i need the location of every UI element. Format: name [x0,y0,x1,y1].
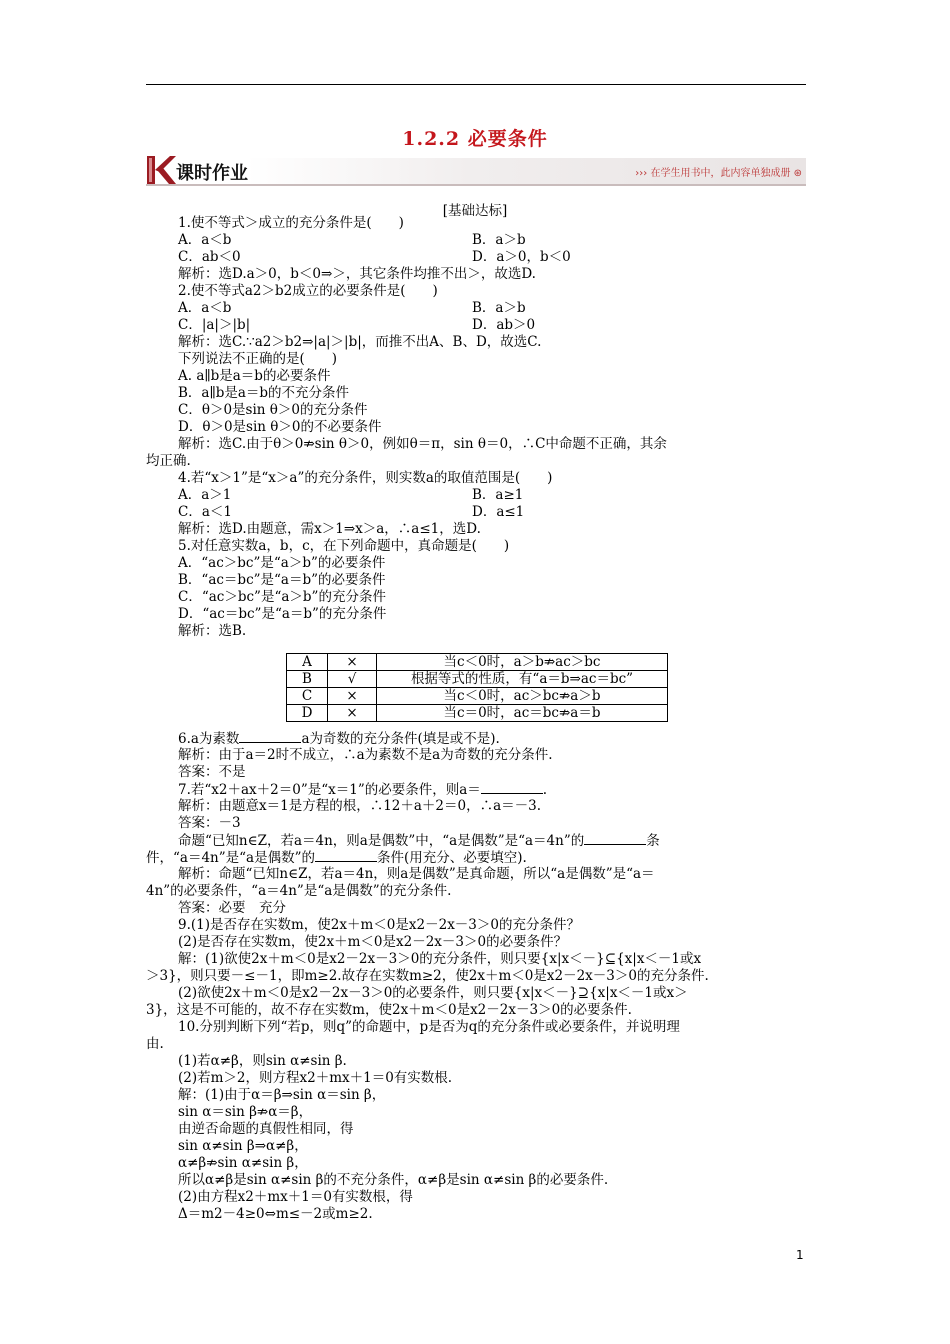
q4-option-d: D．a≤1 [472,504,525,520]
q9-solution-2-cont: 3}，这是不可能的，故不存在实数m，使2x＋m＜0是x2－2x－3＞0的必要条件. [146,1002,632,1018]
table-cell: × [328,688,377,705]
q8-stem-part2: 条 [646,833,660,849]
fill-blank [584,832,646,845]
q1-option-b: B．a＞b [472,232,526,248]
banner-note: ››› 在学生用书中，此内容单独成册 ⊛ [635,168,802,179]
table-cell: 当c＝0时，ac＝bc⇏a＝b [377,705,668,722]
q8-answer: 答案：必要 充分 [178,900,286,916]
q6-stem-part1: 6.a为素数 [178,731,240,747]
q5-stem: 5.对任意实数a，b，c，在下列命题中，真命题是( ) [178,538,510,554]
q2-option-b: B．a＞b [472,300,526,316]
top-rule [146,84,806,85]
q9-solution-2: (2)欲使2x＋m＜0是x2－2x－3＞0的必要条件，则只要{x|x＜－}⊇{x|x＜－1或x＞ [178,985,688,1001]
q4-solution: 解析：选D.由题意，需x＞1⇒x＞a，∴a≤1，选D. [178,521,481,537]
q10-solution-line6: 所以α≠β是sin α≠sin β的不充分条件，α≠β是sin α≠sin β的必要条件. [178,1172,609,1188]
q6-stem-part2: a为奇数的充分条件(填是或不是). [301,731,500,747]
q7-stem-part2: . [542,782,548,798]
table-cell: × [328,705,377,722]
q4-option-b: B．a≥1 [472,487,524,503]
table-row [287,688,668,705]
q8-solution: 解析：命题“已知n∈Z，若a＝4n，则a是偶数”是真命题，所以“a是偶数”是“a＝ [178,866,655,882]
q10-solution-line8: Δ＝m2－4≥0⇔m≤－2或m≥2. [178,1206,373,1222]
q8-stem-cont [146,849,527,867]
q10-solution-line7: (2)由方程x2＋mx＋1＝0有实数根，得 [178,1189,413,1205]
q7-answer: 答案：－3 [178,815,241,831]
q3-option-c: C．θ＞0是sin θ＞0的充分条件 [178,402,368,418]
section-heading: [基础达标] [442,203,508,219]
table-cell: √ [328,671,377,688]
q10-solution-line4: sin α≠sin β⇒α≠β， [178,1138,308,1154]
q10-solution-line1: 解：(1)由于α＝β⇒sin α＝sin β， [178,1087,386,1103]
fill-blank [481,781,543,794]
q1-option-d: D．a＞0，b＜0 [472,249,571,265]
table-cell: 当c＜0时，ac＞bc⇏a＞b [377,688,668,705]
q2-option-a: A．a＜b [178,300,232,316]
q8-stem-part4: 条件(用充分、必要填空). [377,850,527,866]
homework-banner [146,154,806,188]
q7-stem-part1: 7.若“x2＋ax＋2＝0”是“x＝1”的必要条件，则a＝ [178,782,481,798]
q5-answer-table [286,653,668,722]
table-cell: D [287,705,328,722]
q9-part1: 9.(1)是否存在实数m，使2x＋m＜0是x2－2x－3＞0的充分条件？ [178,917,580,933]
q6-stem [178,730,500,748]
q7-stem [178,781,547,799]
q3-solution: 解析：选C.由于θ＞0⇏sin θ＞0，例如θ＝π，sin θ＝0，∴C中命题不正确，其余 [178,436,667,452]
q3-option-b: B．a∥b是a＝b的不充分条件 [178,385,350,401]
q3-solution-cont: 均正确. [146,453,191,469]
q4-stem: 4.若“x＞1”是“x＞a”的充分条件，则实数a的取值范围是( ) [178,470,553,486]
q2-option-c: C．|a|＞|b| [178,317,251,333]
k-logo-icon [146,154,176,186]
q5-option-c: C．“ac＞bc”是“a＞b”的充分条件 [178,589,386,605]
q10-part2: (2)若m＞2，则方程x2＋mx＋1＝0有实数根. [178,1070,453,1086]
q2-stem: 2.使不等式a2＞b2成立的必要条件是( ) [178,283,438,299]
table-cell: × [328,654,377,671]
q9-solution-1-cont: ＞3}，则只要－≤－1，即m≥2.故存在实数m≥2，使2x＋m＜0是x2－2x－3＞0的充分条件. [146,968,709,984]
table-row [287,705,668,722]
q5-solution: 解析：选B. [178,623,247,639]
table-cell: 根据等式的性质，有“a＝b⇒ac＝bc” [377,671,668,688]
q1-solution: 解析：选D.a＞0，b＜0⇒＞，其它条件均推不出＞，故选D. [178,266,536,282]
table-row [287,671,668,688]
q6-solution: 解析：由于a＝2时不成立，∴a为素数不是a为奇数的充分条件. [178,747,553,763]
q10-stem: 10.分别判断下列“若p，则q”的命题中，p是否为q的充分条件或必要条件，并说明理 [178,1019,680,1035]
q9-part2: (2)是否存在实数m，使2x＋m＜0是x2－2x－3＞0的必要条件？ [178,934,568,950]
q7-solution: 解析：由题意x＝1是方程的根，∴12＋a＋2＝0，∴a＝－3. [178,798,542,814]
q2-solution: 解析：选C.∵a2＞b2⇒|a|＞|b|，而推不出A、B、D，故选C. [178,334,542,350]
q10-solution-line2: sin α＝sin β⇏α＝β， [178,1104,313,1120]
q10-solution-line5: α≠β⇏sin α≠sin β， [178,1155,308,1171]
q4-option-a: A．a＞1 [178,487,232,503]
q10-part1: (1)若α≠β，则sin α≠sin β. [178,1053,347,1069]
table-cell: C [287,688,328,705]
fill-blank [239,730,301,743]
q3-stem: 下列说法不正确的是( ) [178,351,338,367]
q10-solution-line3: 由逆否命题的真假性相同，得 [178,1121,354,1137]
q8-stem-part1: 命题“已知n∈Z，若a＝4n，则a是偶数”中，“a是偶数”是“a＝4n”的 [178,833,585,849]
q8-stem [178,832,660,850]
q8-stem-part3: 件，“a＝4n”是“a是偶数”的 [146,850,315,866]
q9-solution-1: 解：(1)欲使2x＋m＜0是x2－2x－3＞0的充分条件，则只要{x|x＜－}⊆{x|x＜－1或x [178,951,702,967]
q5-option-a: A．“ac＞bc”是“a＞b”的必要条件 [178,555,386,571]
table-cell: 当c＜0时，a＞b⇏ac＞bc [377,654,668,671]
q2-option-d: D．ab＞0 [472,317,536,333]
q4-option-c: C．a＜1 [178,504,232,520]
q6-answer: 答案：不是 [178,764,246,780]
table-cell: A [287,654,328,671]
q1-stem: 1.使不等式＞成立的充分条件是( ) [178,215,404,231]
page-title: 1.2.2 必要条件 [402,128,548,150]
q3-option-d: D．θ＞0是sin θ＞0的不必要条件 [178,419,382,435]
q8-solution-cont: 4n”的必要条件，“a＝4n”是“a是偶数”的充分条件. [146,883,452,899]
table-cell: B [287,671,328,688]
q5-option-d: D．“ac＝bc”是“a＝b”的充分条件 [178,606,387,622]
q5-option-b: B．“ac＝bc”是“a＝b”的必要条件 [178,572,386,588]
q3-option-a: A. a∥b是a＝b的必要条件 [178,368,331,384]
table-row [287,654,668,671]
banner-label: 课时作业 [176,163,248,184]
q1-option-a: A．a＜b [178,232,232,248]
fill-blank [315,849,377,862]
q10-stem-cont: 由. [146,1036,164,1052]
q1-option-c: C．ab＜0 [178,249,241,265]
page-number: 1 [796,1248,804,1262]
